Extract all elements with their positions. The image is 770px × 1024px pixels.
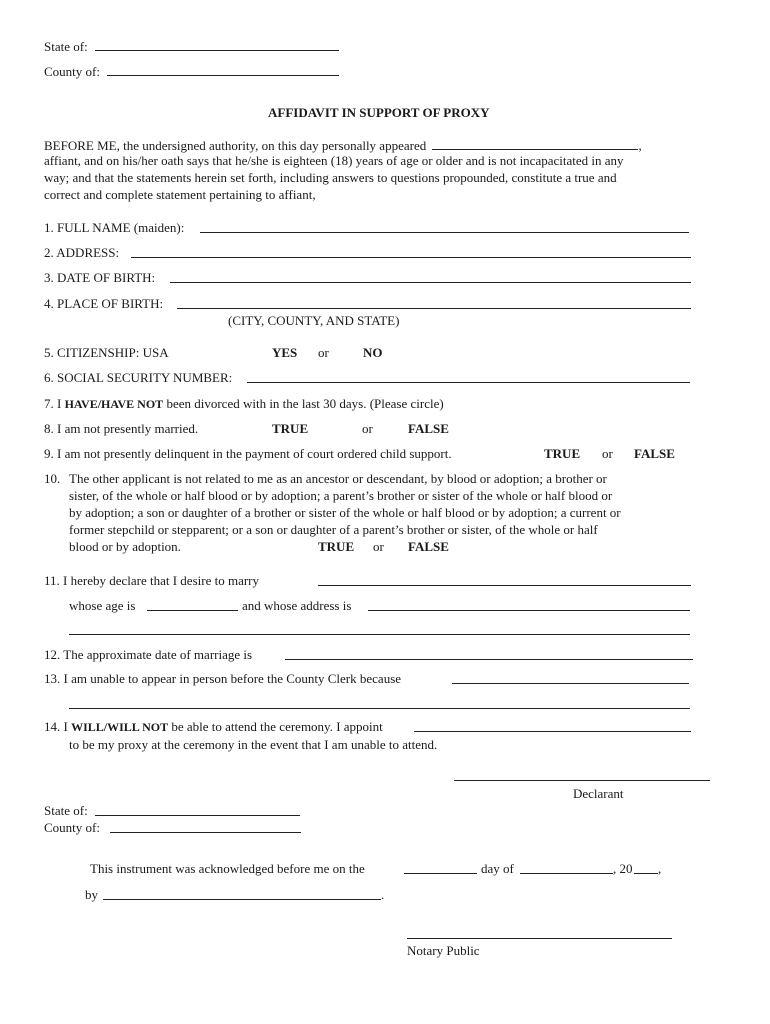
- item-10-num: 10.: [44, 471, 61, 486]
- reason-field-2[interactable]: [69, 708, 690, 709]
- item-8-true[interactable]: TRUE: [272, 421, 309, 436]
- county-line: [44, 63, 339, 80]
- item-10-line-1: The other applicant is not related to me as an ancestor or descendant, by blood or adoption; a brother or: [69, 471, 607, 486]
- citizenship-or: or: [318, 345, 329, 360]
- notary-label: Notary Public: [407, 943, 480, 958]
- ack-date-field[interactable]: [404, 873, 477, 874]
- intro-line-2: affiant, and on his/her oath says that he/she is eighteen (18) years of age or older and is not incapacitated in any: [44, 153, 624, 168]
- date-of-birth-field[interactable]: [170, 282, 691, 283]
- item-9-label: 9. I am not presently delinquent in the payment of court ordered child support.: [44, 446, 452, 461]
- footer-county-field[interactable]: [110, 832, 301, 833]
- county-field[interactable]: [107, 63, 339, 76]
- item-1-label: 1. FULL NAME (maiden):: [44, 220, 185, 235]
- have-have-not-choice[interactable]: HAVE/HAVE NOT: [64, 397, 164, 411]
- ssn-field[interactable]: [247, 382, 690, 383]
- state-label: State of:: [44, 39, 88, 54]
- item-10-line-4: former stepchild or stepparent; or a son or daughter of a parent’s brother or sister, of the whole or half: [69, 522, 598, 537]
- citizenship-no[interactable]: NO: [363, 345, 383, 360]
- intro-comma: ,: [638, 138, 642, 153]
- item-13-label: 13. I am unable to appear in person before the County Clerk because: [44, 671, 402, 686]
- item-12-label: 12. The approximate date of marriage is: [44, 647, 253, 662]
- footer-state-label: State of:: [44, 803, 88, 818]
- item-6-label: 6. SOCIAL SECURITY NUMBER:: [44, 370, 233, 385]
- whose-address-field[interactable]: [368, 610, 690, 611]
- item-14-line: [44, 719, 383, 735]
- item-10-false[interactable]: FALSE: [408, 539, 449, 554]
- item-8-false[interactable]: FALSE: [408, 421, 449, 436]
- intro-line-4: correct and complete statement pertaining to affiant,: [44, 187, 316, 202]
- item-8-or: or: [362, 421, 373, 436]
- reason-field[interactable]: [452, 683, 689, 684]
- intro-text-1: BEFORE ME, the undersigned authority, on this day personally appeared: [44, 138, 427, 153]
- item-14-text: be able to attend the ceremony. I appoint: [171, 719, 383, 734]
- full-name-field[interactable]: [200, 232, 689, 233]
- whose-address-field-2[interactable]: [69, 634, 690, 635]
- state-field[interactable]: [95, 38, 339, 51]
- by-field[interactable]: [103, 899, 381, 900]
- ack-year-field[interactable]: [634, 873, 658, 874]
- intro-line-3: way; and that the statements herein set forth, including answers to questions propounded, constitute a true and: [44, 170, 617, 185]
- ack-end: ,: [658, 861, 662, 876]
- by-label: by: [85, 887, 98, 902]
- declarant-signature-line[interactable]: [454, 780, 710, 781]
- state-line: [44, 38, 339, 55]
- item-10-or: or: [373, 539, 384, 554]
- intro-line-1: [44, 137, 642, 154]
- item-9-true[interactable]: TRUE: [544, 446, 581, 461]
- ack-year-label: , 20: [613, 861, 633, 876]
- ack-start: This instrument was acknowledged before me on the: [90, 861, 365, 876]
- proxy-name-field[interactable]: [414, 731, 691, 732]
- age-field[interactable]: [147, 610, 238, 611]
- age-label: whose age is: [69, 598, 136, 613]
- address-field[interactable]: [131, 257, 691, 258]
- item-14-line-2: to be my proxy at the ceremony in the event that I am unable to attend.: [69, 737, 438, 752]
- item-10-line-5: blood or by adoption.: [69, 539, 181, 554]
- item-10-line-2: sister, of the whole or half blood or by adoption; a parent’s brother or sister of the whole or half blood or: [69, 488, 613, 503]
- item-10-true[interactable]: TRUE: [318, 539, 355, 554]
- item-8-label: 8. I am not presently married.: [44, 421, 199, 436]
- item-5-label: 5. CITIZENSHIP: USA: [44, 345, 169, 360]
- item-14-num: 14. I: [44, 719, 68, 734]
- item-2-label: 2. ADDRESS:: [44, 245, 120, 260]
- item-7-line: [44, 396, 444, 412]
- county-label: County of:: [44, 64, 100, 79]
- marriage-date-field[interactable]: [285, 659, 693, 660]
- item-7-num: 7. I: [44, 396, 62, 411]
- whose-address-label: and whose address is: [242, 598, 352, 613]
- item-11-label: 11. I hereby declare that I desire to marry: [44, 573, 260, 588]
- affiant-name-field[interactable]: [432, 137, 638, 150]
- will-will-not-choice[interactable]: WILL/WILL NOT: [71, 720, 169, 734]
- item-7-text: been divorced with in the last 30 days. (Please circle): [166, 396, 444, 411]
- item-9-or: or: [602, 446, 613, 461]
- item-4-note: (CITY, COUNTY, AND STATE): [228, 313, 400, 328]
- notary-signature-line[interactable]: [407, 938, 672, 939]
- by-end: .: [381, 887, 385, 902]
- footer-state-field[interactable]: [95, 815, 300, 816]
- item-10-line-3: by adoption; a son or daughter of a brother or sister of the whole or half blood or by adoption; a current or: [69, 505, 621, 520]
- document-title: AFFIDAVIT IN SUPPORT OF PROXY: [268, 105, 490, 120]
- place-of-birth-field[interactable]: [177, 308, 691, 309]
- footer-county-label: County of:: [44, 820, 100, 835]
- declarant-label: Declarant: [573, 786, 624, 801]
- ack-day-label: day of: [481, 861, 514, 876]
- citizenship-yes[interactable]: YES: [272, 345, 298, 360]
- item-3-label: 3. DATE OF BIRTH:: [44, 270, 156, 285]
- ack-month-field[interactable]: [520, 873, 613, 874]
- item-4-label: 4. PLACE OF BIRTH:: [44, 296, 164, 311]
- marry-name-field[interactable]: [318, 585, 691, 586]
- item-9-false[interactable]: FALSE: [634, 446, 675, 461]
